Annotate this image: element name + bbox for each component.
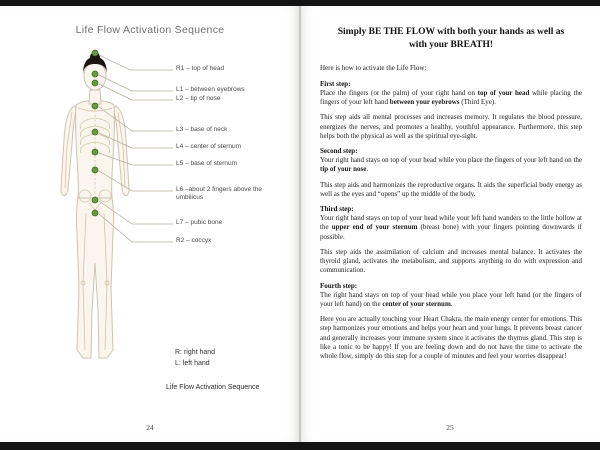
step-heading-first: First step: [320, 79, 351, 88]
paragraph-first-benefits: This step aids all mental processes and increases memory. It regulates the blood pressure, energizes the nerves, and promotes a healthy, youthful appearance. Furthermore, this step helps both the physical as well as the spiritual eye-sight. [320, 113, 582, 140]
intro-paragraph: Here is how to activate the Life Flow: [320, 63, 427, 72]
point-L7 [92, 197, 98, 203]
diagram-label-l3: L3 – base of neck [176, 126, 228, 133]
point-L4 [92, 129, 98, 135]
legend-left-hand: L: left hand [175, 359, 210, 367]
diagram-label-l1: L1 – between eyebrows [176, 86, 245, 93]
paragraph-fourth-benefits: Here you are actually touching your Heart Chakra, the main energy center for emotions. This step harmonizes your emotions and helps your heart and your lungs. It prevents breast cancer and generally increases your immune system since it activates the thymus gland. This step is like a tonic to be happy! If you are feeling down and do not have the time to activate the whole flow, simply do this step for a couple of minutes and feel your worries disappear! [320, 315, 582, 361]
legend-right-hand: R: right hand [175, 349, 216, 356]
diagram-label-l5: L5 – base of sternum [176, 160, 238, 167]
book-edge-bottom [0, 442, 600, 450]
page-number-right: 25 [446, 423, 454, 432]
diagram-label-l6: L6 –about 2 fingers above the umbilicus [176, 186, 263, 201]
point-L3 [92, 103, 98, 109]
diagram-caption: Life Flow Activation Sequence [166, 384, 260, 391]
diagram-label-r1: R1 – top of head [176, 65, 225, 72]
page-right [300, 6, 600, 442]
left-page-title: Life Flow Activation Sequence [75, 24, 225, 36]
point-R2 [92, 210, 98, 216]
paragraph-first-step: Place the fingers (or the palm) of your right hand on top of your head while placing the fingers of your left hand between your eyebrows (Third Eye). [320, 88, 582, 107]
body-diagram [10, 48, 295, 383]
paragraph-third-benefits: This step aids the assimilation of calcium and increases mental balance. It activates the thyroid gland, activates the metabolism, and supports anything to do with expression and communication. [320, 247, 582, 275]
point-L6 [92, 167, 98, 173]
page-gutter [299, 6, 301, 442]
paragraph-second-step: Your right hand stays on top of your head while you place the fingers of your left hand on the tip of your nose. [320, 156, 582, 174]
diagram-label-l7: L7 – pubic bone [176, 219, 223, 226]
step-heading-fourth: Fourth step: [320, 281, 358, 290]
paragraph-third-step: Your right hand stays on top of your head while your left hand wanders to the little hollow at the upper end of your sternum (breast bone) with your fingers pointing downwards if possible. [320, 214, 582, 241]
page-number-left: 24 [146, 423, 154, 432]
point-L1 [92, 71, 98, 77]
paragraph-second-benefits: This step aids and harmonizes the reproductive organs. It aids the superficial body energy as well as the eyes and “opens” up the middle of the body. [320, 180, 582, 198]
page-left [0, 6, 300, 442]
point-L2 [92, 80, 98, 86]
diagram-label-l4: L4 – center of sternum [176, 143, 242, 150]
point-R1 [92, 50, 98, 56]
diagram-label-l2: L2 – tip of nose [176, 95, 221, 102]
point-L5 [92, 149, 98, 155]
hand-legend [175, 348, 215, 370]
right-page-heading: Simply BE THE FLOW with both your hands as well as with your BREATH! [337, 27, 565, 50]
diagram-label-r2: R2 – coccyx [176, 237, 212, 244]
paragraph-fourth-step: The right hand stays on top of your head while you place your left hand (or the fingers of your left hand) on the center of your sternum. [320, 290, 582, 308]
step-heading-third: Third step: [320, 205, 354, 214]
step-heading-second: Second step: [320, 147, 358, 156]
